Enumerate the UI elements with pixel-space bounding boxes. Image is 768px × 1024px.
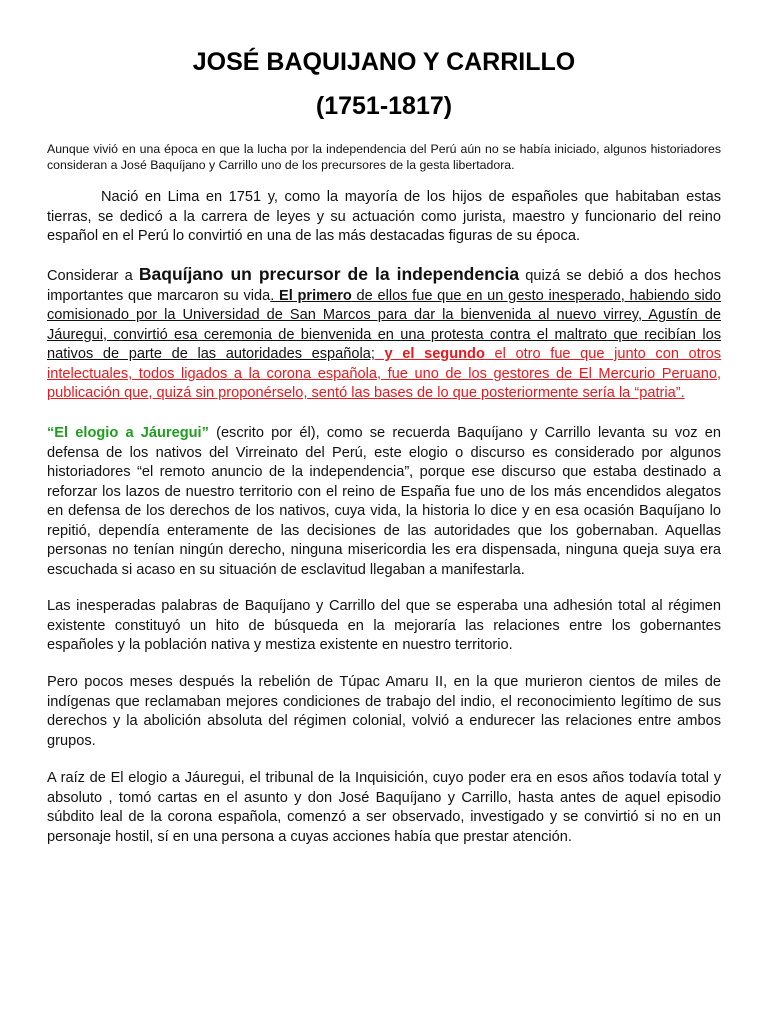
elogio-text: (escrito por él), como se recuerda Baquíjano y Carrillo levanta su voz en defensa de los nativos del Virreinato del Perú, este elogio o discurso es considerado por algunos historiadores “el remoto anuncio de la independencia”, porque ese discurso que estaba destinado a reforzar los lazos de nuestro territorio con el reino de España fue uno de los más encendidos alegatos en defensa de los derechos de los nativos, cuya vida, la historia lo dice y en esa ocasión Baquíjano lo repitió, dependía enteramente de las decisiones de las autoridades que los gobernaban. Aquellas personas no tenían ningún derecho, ninguna misericordia les era dispensada, ninguna queja suya era escuchada si acaso en su situación de esclavitud llegaban a manifestarla. (47, 425, 721, 578)
paragraph-elogio (47, 424, 721, 580)
paragraph-precursor (47, 265, 721, 404)
paragraph-words: Las inesperadas palabras de Baquíjano y Carrillo del que se esperaba una adhesión total al régimen existente constituyó un hito de búsqueda en la mejoraría las relaciones entre los gobernantes españoles y la población nativa y mestiza existente en nuestro territorio. (47, 598, 721, 653)
paragraph-birth-text: Nació en Lima en 1751 y, como la mayoría de los hijos de españoles que habitaban estas tierras, se dedicó a la carrera de leyes y su actuación como jurista, maestro y funcionario del reino español en el Perú lo convirtió en una de las más destacadas figuras de su época. (47, 189, 721, 244)
second-fact-text: el otro fue que junto con otros intelectuales, todos ligados a la corona española, fue uno de los gestores de El Mercurio Peruano, publicación que, quizá sin proponérselo, sentó las bases de lo que posteriormente sería la “patria”. (47, 346, 721, 401)
first-fact-label: El primero (279, 287, 352, 304)
p2-text: quizá se debió a dos hechos importantes que marcaron su vida (47, 268, 721, 304)
intro-paragraph: Aunque vivió en una época en que la lucha por la independencia del Perú aún no se había iniciado, algunos historiadores consideran a José Baquíjano y Carrillo uno de los precursores de la gesta libertadora. (47, 142, 721, 172)
paragraph-tupac-amaru: Pero pocos meses después la rebelión de Túpac Amaru II, en la que murieron cientos de miles de indígenas que reclamaban mejores condiciones de trabajo del indio, el reconocimiento legítimo de sus derechos y la abolición absoluta del régimen colonial, volvió a endurecer las relaciones entre ambos grupos. (47, 674, 721, 749)
elogio-title-green: “El elogio a Jáuregui” (47, 425, 209, 441)
first-fact-text: de ellos fue que en un gesto inesperado, habiendo sido comisionado por la Universidad de San Marcos para dar la bienvenida al nuevo virrey, Agustín de Jáuregui, convirtió esa ceremonia de bienvenida en una protesta contra el maltrato que recibían los nativos de parte de las autoridades española; (47, 287, 721, 362)
p2-period: . (270, 287, 279, 304)
precursor-heading-text: Baquíjano un precursor de la independencia (138, 264, 520, 284)
paragraph-birth (47, 188, 721, 247)
p2-lead-text: Considerar a (47, 268, 139, 284)
page-subtitle-years: (1751-1817) (315, 92, 453, 120)
second-fact-label: y el segundo (374, 346, 485, 362)
paragraph-inquisition: A raíz de El elogio a Jáuregui, el tribunal de la Inquisición, cuyo poder era en esos años todavía total y absoluto , tomó cartas en el asunto y don José Baquíjano y Carrillo, hasta antes de aquel episodio súbdito leal de la corona española, comenzó a ser observado, investigado y se convirtió si no en un personaje hostil, sí en una persona a cuyas acciones había que prestar atención. (47, 770, 721, 845)
page-title: JOSÉ BAQUIJANO Y CARRILLO (192, 48, 576, 76)
